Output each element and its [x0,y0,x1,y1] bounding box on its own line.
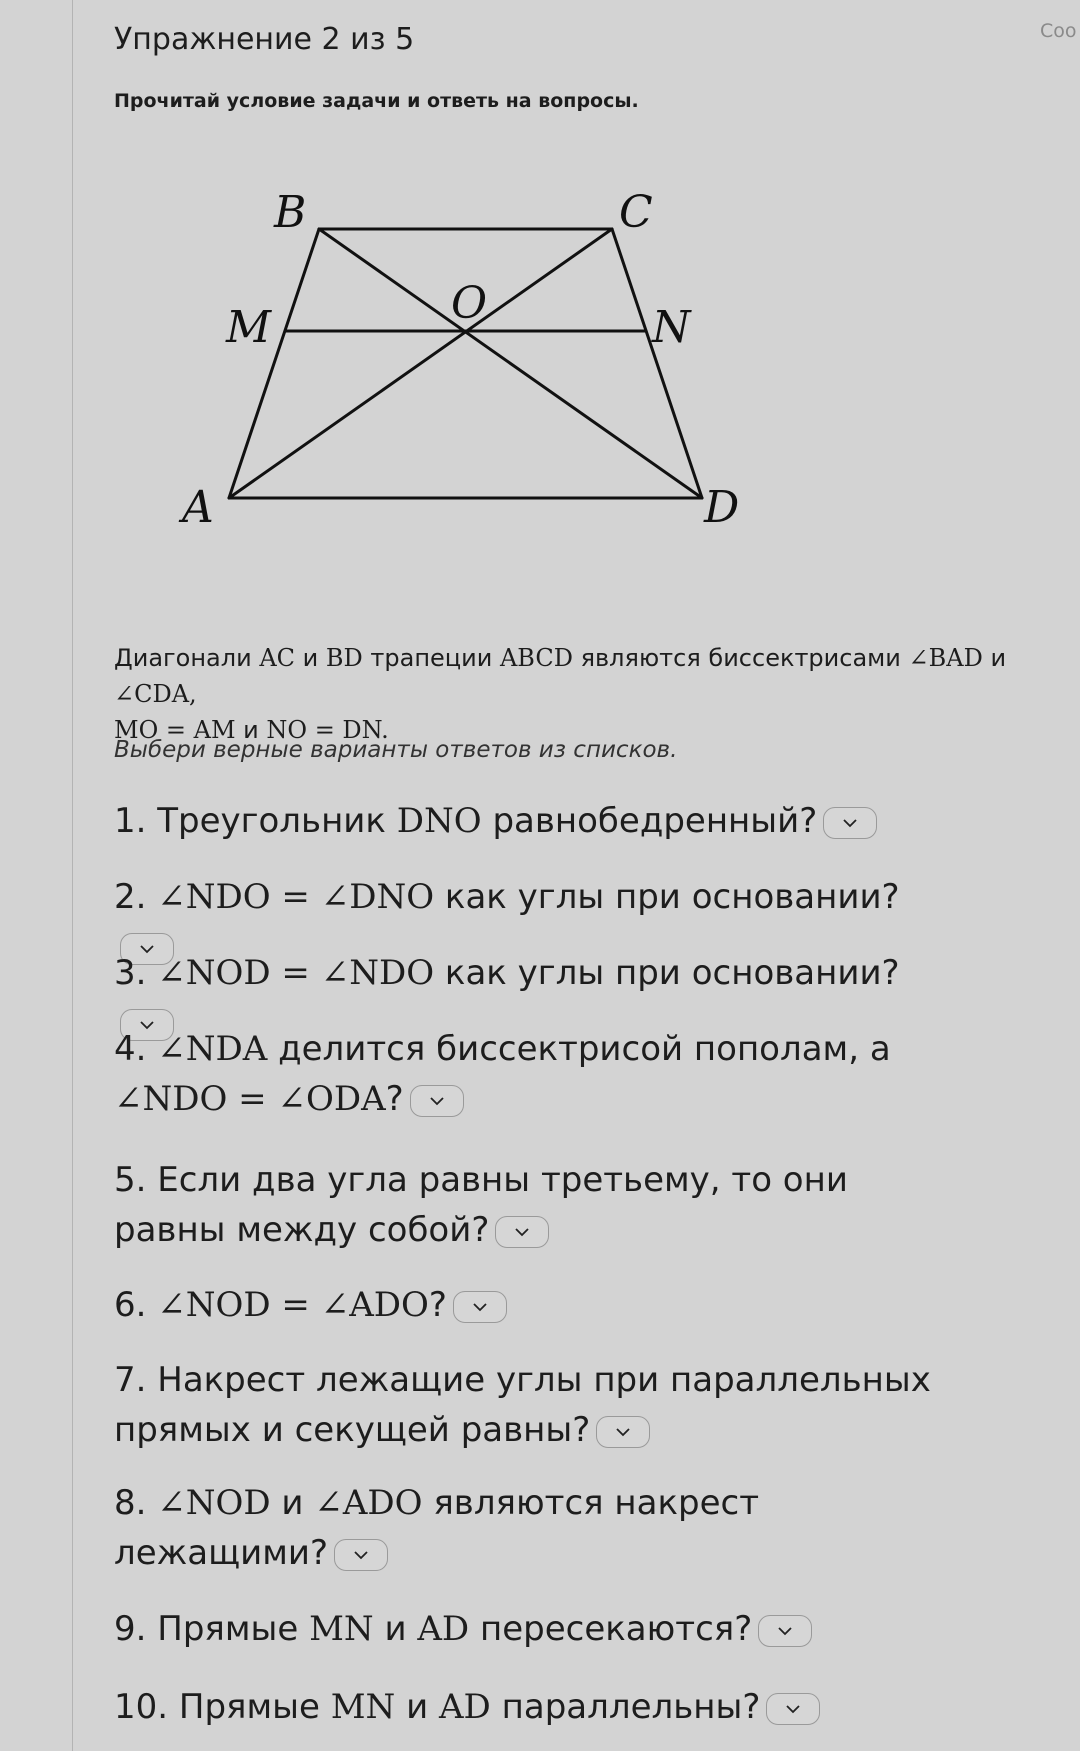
question-text: делится биссектрисой пополам, а [267,1029,891,1069]
answer-dropdown-6[interactable] [453,1291,507,1323]
answer-dropdown-10[interactable] [766,1693,820,1725]
question-text: 6. [114,1285,158,1325]
math-no-dn: NO = DN. [266,716,389,744]
side-cd [612,229,702,498]
question-math: ∠NOD = ∠ADO [157,1285,429,1325]
label-n: N [652,302,691,353]
question-text: 2. [114,877,158,917]
question-10 [114,1682,954,1732]
question-text: 4. [114,1029,158,1069]
condition-text: и [295,644,326,672]
question-text: и [373,1609,418,1649]
chevron-down-icon [429,1096,445,1106]
label-a: A [182,482,214,533]
question-9 [114,1604,954,1654]
question-text: как углы при основании? [434,953,900,993]
question-text: 10. Прямые [114,1687,331,1727]
cut-off-label: Coo [1040,20,1077,42]
trapezoid-figure [174,170,740,550]
question-text: 8. [114,1483,158,1523]
side-ab [229,229,319,498]
condition-text: и [982,644,1007,672]
question-7 [114,1355,954,1455]
math-bd: BD [325,644,363,672]
question-text: пересекаются? [469,1609,753,1649]
hint-text: Выбери верные варианты ответов из списков. [114,737,678,763]
diagonal-bd [319,229,702,498]
answer-dropdown-4[interactable] [410,1085,464,1117]
chevron-down-icon [472,1302,488,1312]
question-6 [114,1280,954,1330]
answer-dropdown-8[interactable] [334,1539,388,1571]
problem-condition [114,640,1074,748]
chevron-down-icon [842,818,858,828]
question-text: как углы при основании? [434,877,900,917]
chevron-down-icon [353,1550,369,1560]
condition-text: Диагонали [114,644,260,672]
answer-dropdown-7[interactable] [596,1416,650,1448]
condition-text: являются биссектрисами [572,644,909,672]
question-text: 3. [114,953,158,993]
question-text: 1. Треугольник [114,801,397,841]
chevron-down-icon [514,1227,530,1237]
question-math: AD [439,1687,491,1727]
question-math: ∠NOD [157,1483,271,1523]
question-math: ∠NDO = ∠DNO [157,877,435,917]
question-text: и [395,1687,439,1727]
left-divider [72,0,73,1751]
label-d: D [704,482,740,533]
question-text: параллельны? [490,1687,761,1727]
condition-text: трапеции [362,644,500,672]
question-math: ∠ADO [314,1483,423,1523]
label-o: O [451,278,488,329]
question-math: AD [417,1609,470,1649]
label-m: M [226,302,272,353]
condition-text: и [235,716,267,744]
question-text: 7. Накрест лежащие углы при параллельных прямых и секущей равны? [114,1360,931,1450]
question-5 [114,1155,954,1255]
answer-dropdown-9[interactable] [758,1615,812,1647]
chevron-down-icon [615,1427,631,1437]
math-ac: AC [259,644,296,672]
label-c: C [619,187,653,238]
math-abcd: ABCD [499,644,573,672]
question-math: ∠NDO = ∠ODA [114,1079,386,1119]
diagonal-ac [229,229,612,498]
question-4 [114,1024,954,1124]
question-math: DNO [396,801,482,841]
question-math: MN [309,1609,374,1649]
instruction-text: Прочитай условие задачи и ответь на вопросы. [114,90,639,112]
question-text: ? [385,1079,404,1119]
label-b: B [274,187,307,238]
question-text: 5. Если два угла равны третьему, то они равны между собой? [114,1160,848,1250]
answer-dropdown-5[interactable] [495,1216,549,1248]
math-mo-am: MO = AM [114,716,236,744]
page-title: Упражнение 2 из 5 [114,22,415,57]
question-math: ∠NDA [157,1029,268,1069]
chevron-down-icon [785,1704,801,1714]
math-angle-cda: ∠CDA, [114,680,197,708]
question-math: MN [330,1687,396,1727]
question-text: ? [428,1285,447,1325]
question-text: и [270,1483,315,1523]
math-angle-bad: ∠BAD [908,644,983,672]
answer-dropdown-1[interactable] [823,807,877,839]
question-8 [114,1478,954,1578]
chevron-down-icon [777,1626,793,1636]
question-text: являются накрест лежащими? [114,1483,759,1573]
question-text: 9. Прямые [114,1609,310,1649]
question-text: равнобедренный? [481,801,818,841]
question-1 [114,796,954,846]
question-math: ∠NOD = ∠NDO [157,953,435,993]
